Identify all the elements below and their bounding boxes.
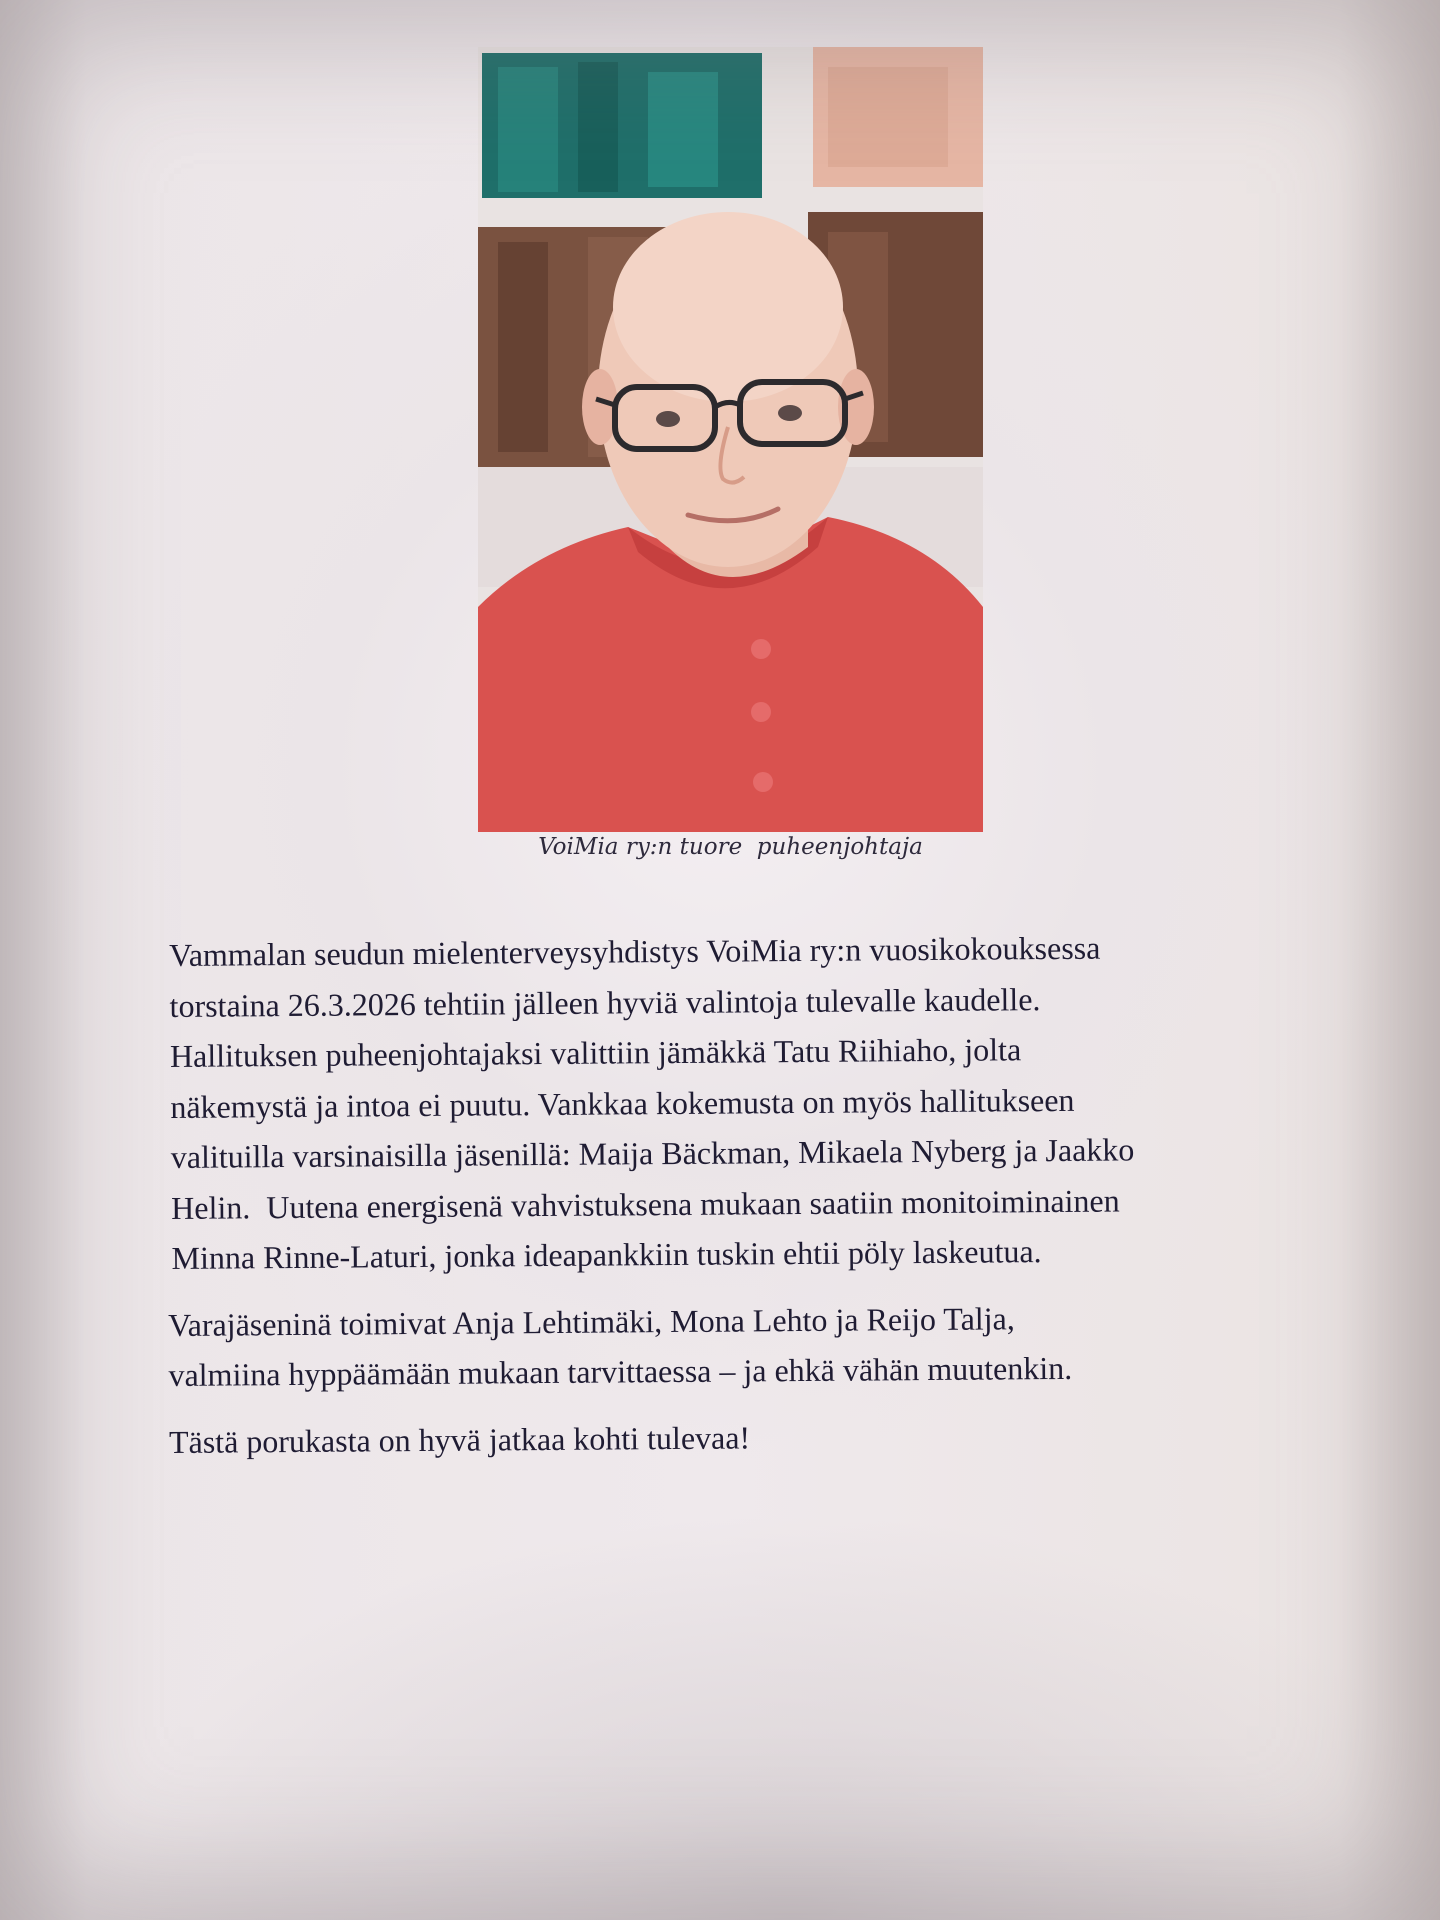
article-paragraph-3: Tästä porukasta on hyvä jatkaa kohti tulevaa! (168, 1418, 751, 1460)
article-paragraph-2: Varajäseninä toimivat Anja Lehtimäki, Mona Lehto ja Reijo Talja, valmiina hyppäämään mukaan tarvittaessa – ja ehkä vähän muutenkin. (167, 1299, 1073, 1393)
portrait-photo (478, 47, 983, 832)
article-body (165, 921, 1329, 1483)
photo-caption: VoiMia ry:n tuore puheenjohtaja (538, 834, 923, 860)
article-paragraph-1: Vammalan seudun mielenterveysyhdistys VoiMia ry:n vuosikokouksessa torstaina 26.3.2026 tehtiin jälleen hyviä valintoja tulevalle kaudelle. Hallituksen puheenjohtajaksi valittiin jämäkkä Tatu Riihiaho, jolta näkemystä ja intoa ei puutu. Vankkaa kokemusta on myös hallitukseen valituilla varsinaisilla jäsenillä: Maija Bäckman, Mikaela Nyberg ja Jaakko Helin. Uutena energisenä vahvistuksena mukaan saatiin monitoiminainen Minna Rinne-Laturi, jonka ideapankkiin tuskin ehtii pöly laskeutua. (169, 929, 1135, 1276)
portrait-photo-icon (478, 47, 983, 832)
